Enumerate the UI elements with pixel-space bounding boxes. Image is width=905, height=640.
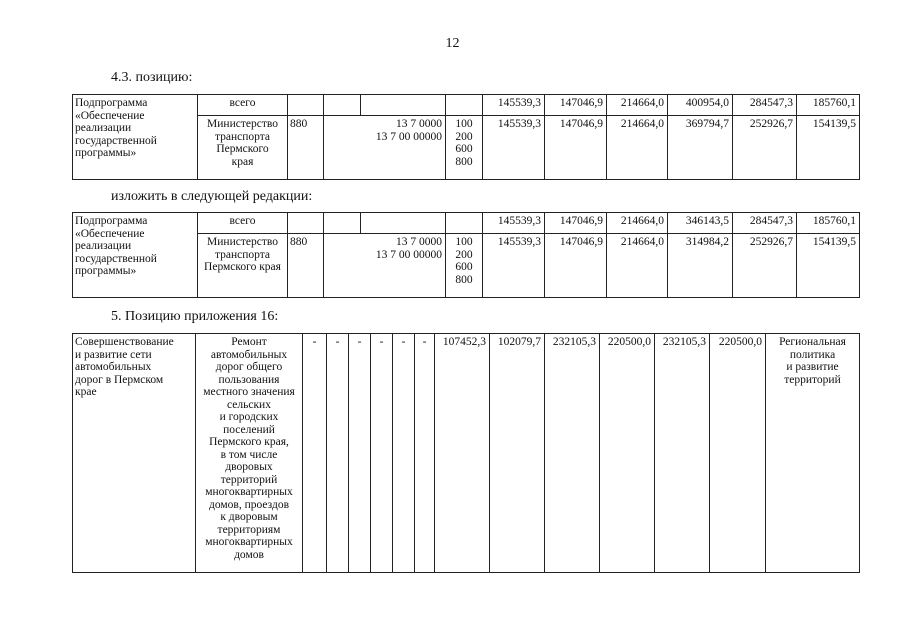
- dash-cell: -: [371, 334, 393, 573]
- ministry-value: 145539,3: [483, 116, 545, 180]
- funding-value: 232105,3: [655, 334, 710, 573]
- ministry-label: Министерство транспорта Пермского края: [198, 116, 288, 180]
- funding-value: 232105,3: [545, 334, 600, 573]
- empty-cell: [288, 213, 324, 234]
- ministry-value: 214664,0: [607, 116, 668, 180]
- total-value: 284547,3: [733, 95, 797, 116]
- ministry-value: 314984,2: [668, 234, 733, 298]
- dash-cell: -: [415, 334, 435, 573]
- total-value: 214664,0: [607, 95, 668, 116]
- ministry-value: 145539,3: [483, 234, 545, 298]
- funding-value: 107452,3: [435, 334, 490, 573]
- dash-cell: -: [303, 334, 327, 573]
- total-value: 185760,1: [797, 213, 860, 234]
- funding-value: 220500,0: [600, 334, 655, 573]
- ministry-value: 147046,9: [545, 116, 607, 180]
- total-value: 400954,0: [668, 95, 733, 116]
- total-value: 147046,9: [545, 95, 607, 116]
- table-position-new: [72, 212, 860, 298]
- ministry-code: 880: [288, 116, 324, 180]
- dash-cell: -: [393, 334, 415, 573]
- total-value: 145539,3: [483, 213, 545, 234]
- empty-cell: [446, 213, 483, 234]
- ministry-code: 880: [288, 234, 324, 298]
- empty-cell: [361, 95, 446, 116]
- empty-cell: [288, 95, 324, 116]
- policy-cell: Региональная политика и развитие территорий: [766, 334, 860, 573]
- target-article-code: 13 7 0000 13 7 00 00000: [324, 116, 446, 180]
- table-position-old: [72, 94, 860, 180]
- total-value: 185760,1: [797, 95, 860, 116]
- total-label: всего: [198, 95, 288, 116]
- total-value: 147046,9: [545, 213, 607, 234]
- page-number: 12: [445, 36, 460, 51]
- program-name-cell: Совершенствование и развитие сети автомобильных дорог в Пермском крае: [73, 334, 196, 573]
- activity-description: Ремонт автомобильных дорог общего пользования местного значения сельских и городских поселений Пермского края, в том числе дворовых территорий многоквартирных домов, проездов к дворовым территориям многоквартирных домов: [196, 334, 303, 573]
- heading-appendix-16: 5. Позицию приложения 16:: [111, 309, 279, 324]
- total-label: всего: [198, 213, 288, 234]
- funding-value: 102079,7: [490, 334, 545, 573]
- heading-position-4-3: 4.3. позицию:: [111, 70, 193, 85]
- total-value: 214664,0: [607, 213, 668, 234]
- expense-type-codes: 100 200 600 800: [446, 116, 483, 180]
- program-name-cell: Подпрограмма «Обеспечение реализации государственной программы»: [73, 95, 198, 180]
- table-appendix-16: [72, 333, 860, 573]
- ministry-value: 252926,7: [733, 234, 797, 298]
- heading-new-edition: изложить в следующей редакции:: [111, 189, 313, 204]
- total-value: 346143,5: [668, 213, 733, 234]
- ministry-value: 252926,7: [733, 116, 797, 180]
- empty-cell: [324, 213, 361, 234]
- dash-cell: -: [327, 334, 349, 573]
- empty-cell: [361, 213, 446, 234]
- empty-cell: [324, 95, 361, 116]
- program-name-cell: Подпрограмма «Обеспечение реализации государственной программы»: [73, 213, 198, 298]
- expense-type-codes: 100 200 600 800: [446, 234, 483, 298]
- target-article-code: 13 7 0000 13 7 00 00000: [324, 234, 446, 298]
- ministry-value: 154139,5: [797, 116, 860, 180]
- ministry-value: 147046,9: [545, 234, 607, 298]
- empty-cell: [446, 95, 483, 116]
- ministry-value: 369794,7: [668, 116, 733, 180]
- funding-value: 220500,0: [710, 334, 766, 573]
- total-value: 145539,3: [483, 95, 545, 116]
- ministry-value: 154139,5: [797, 234, 860, 298]
- dash-cell: -: [349, 334, 371, 573]
- total-value: 284547,3: [733, 213, 797, 234]
- ministry-value: 214664,0: [607, 234, 668, 298]
- ministry-label: Министерство транспорта Пермского края: [198, 234, 288, 298]
